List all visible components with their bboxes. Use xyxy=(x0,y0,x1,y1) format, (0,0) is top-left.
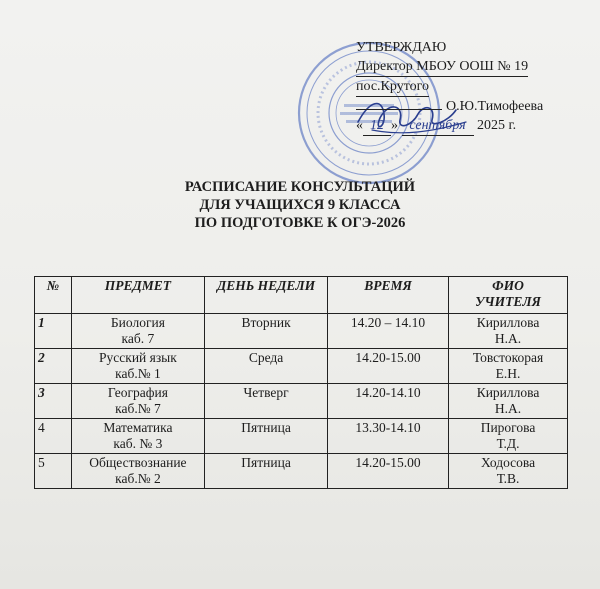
row-time: 14.20-15.00 xyxy=(328,454,449,489)
subject-room: каб. № 3 xyxy=(113,436,163,451)
header-teacher-line2: УЧИТЕЛЯ xyxy=(475,294,541,309)
teacher-initials: Т.В. xyxy=(496,471,520,486)
table-row xyxy=(35,349,568,384)
teacher-surname: Пирогова xyxy=(480,420,536,435)
row-teacher xyxy=(449,384,568,419)
table-row xyxy=(35,454,568,489)
teacher-surname: Кириллова xyxy=(476,385,540,400)
row-day: Пятница xyxy=(205,419,328,454)
table-header-row xyxy=(35,277,568,314)
header-teacher xyxy=(449,277,568,314)
row-subject xyxy=(71,349,204,384)
row-subject xyxy=(71,419,204,454)
subject-name: Биология xyxy=(110,315,165,330)
approval-heading: УТВЕРЖДАЮ xyxy=(356,40,447,55)
approval-date xyxy=(356,116,543,136)
row-day: Четверг xyxy=(205,384,328,419)
teacher-initials: Е.Н. xyxy=(495,366,521,381)
header-day: ДЕНЬ НЕДЕЛИ xyxy=(205,277,328,314)
subject-room: каб.№ 1 xyxy=(115,366,161,381)
row-teacher xyxy=(449,349,568,384)
subject-name: География xyxy=(107,385,168,400)
subject-name: Математика xyxy=(103,420,173,435)
teacher-surname: Товстокорая xyxy=(472,350,544,365)
row-day: Среда xyxy=(205,349,328,384)
row-teacher xyxy=(449,419,568,454)
row-subject xyxy=(71,454,204,489)
date-open-quote: « xyxy=(356,118,363,133)
title-line-3: ПО ПОДГОТОВКЕ К ОГЭ-2026 xyxy=(194,215,406,231)
title-line-2: ДЛЯ УЧАЩИХСЯ 9 КЛАССА xyxy=(199,197,401,213)
row-time: 13.30-14.10 xyxy=(328,419,449,454)
table-row xyxy=(35,419,568,454)
director-signature-line xyxy=(356,97,543,116)
subject-room: каб. 7 xyxy=(121,331,155,346)
signature-blank xyxy=(356,109,442,110)
row-teacher xyxy=(449,314,568,349)
teacher-initials: Н.А. xyxy=(494,331,522,346)
row-time: 14.20-14.10 xyxy=(328,384,449,419)
date-close-quote: » xyxy=(391,118,398,133)
row-subject xyxy=(71,384,204,419)
teacher-initials: Н.А. xyxy=(494,401,522,416)
teacher-initials: Т.Д. xyxy=(496,436,520,451)
subject-name: Обществознание xyxy=(89,455,187,470)
subject-name: Русский язык xyxy=(99,350,177,365)
row-num: 4 xyxy=(35,419,72,454)
header-num: № xyxy=(35,277,72,314)
table-row xyxy=(35,384,568,419)
director-name: О.Ю.Тимофеева xyxy=(446,99,544,114)
row-day: Пятница xyxy=(205,454,328,489)
teacher-surname: Кириллова xyxy=(476,315,540,330)
row-num: 1 xyxy=(35,314,72,349)
schedule-table xyxy=(34,276,568,489)
row-num: 3 xyxy=(35,384,72,419)
subject-room: каб.№ 7 xyxy=(115,401,161,416)
date-year: 2025 г. xyxy=(477,118,517,133)
date-day: 12 xyxy=(363,116,391,136)
header-subject: ПРЕДМЕТ xyxy=(71,277,204,314)
subject-room: каб.№ 2 xyxy=(115,471,161,486)
row-time: 14.20-15.00 xyxy=(328,349,449,384)
row-subject xyxy=(71,314,204,349)
row-time: 14.20 – 14.10 xyxy=(328,314,449,349)
title-line-1: РАСПИСАНИЕ КОНСУЛЬТАЦИЙ xyxy=(184,179,416,195)
row-day: Вторник xyxy=(205,314,328,349)
director-position: Директор МБОУ ООШ № 19 xyxy=(356,57,528,77)
approval-block xyxy=(356,38,543,136)
row-num: 5 xyxy=(35,454,72,489)
row-num: 2 xyxy=(35,349,72,384)
settlement-name: пос.Крутого xyxy=(356,77,429,97)
date-month: сентября xyxy=(402,116,474,136)
table-row xyxy=(35,314,568,349)
header-time: ВРЕМЯ xyxy=(328,277,449,314)
header-teacher-line1: ФИО xyxy=(492,278,524,293)
row-teacher xyxy=(449,454,568,489)
document-title xyxy=(0,178,600,232)
teacher-surname: Ходосова xyxy=(480,455,536,470)
